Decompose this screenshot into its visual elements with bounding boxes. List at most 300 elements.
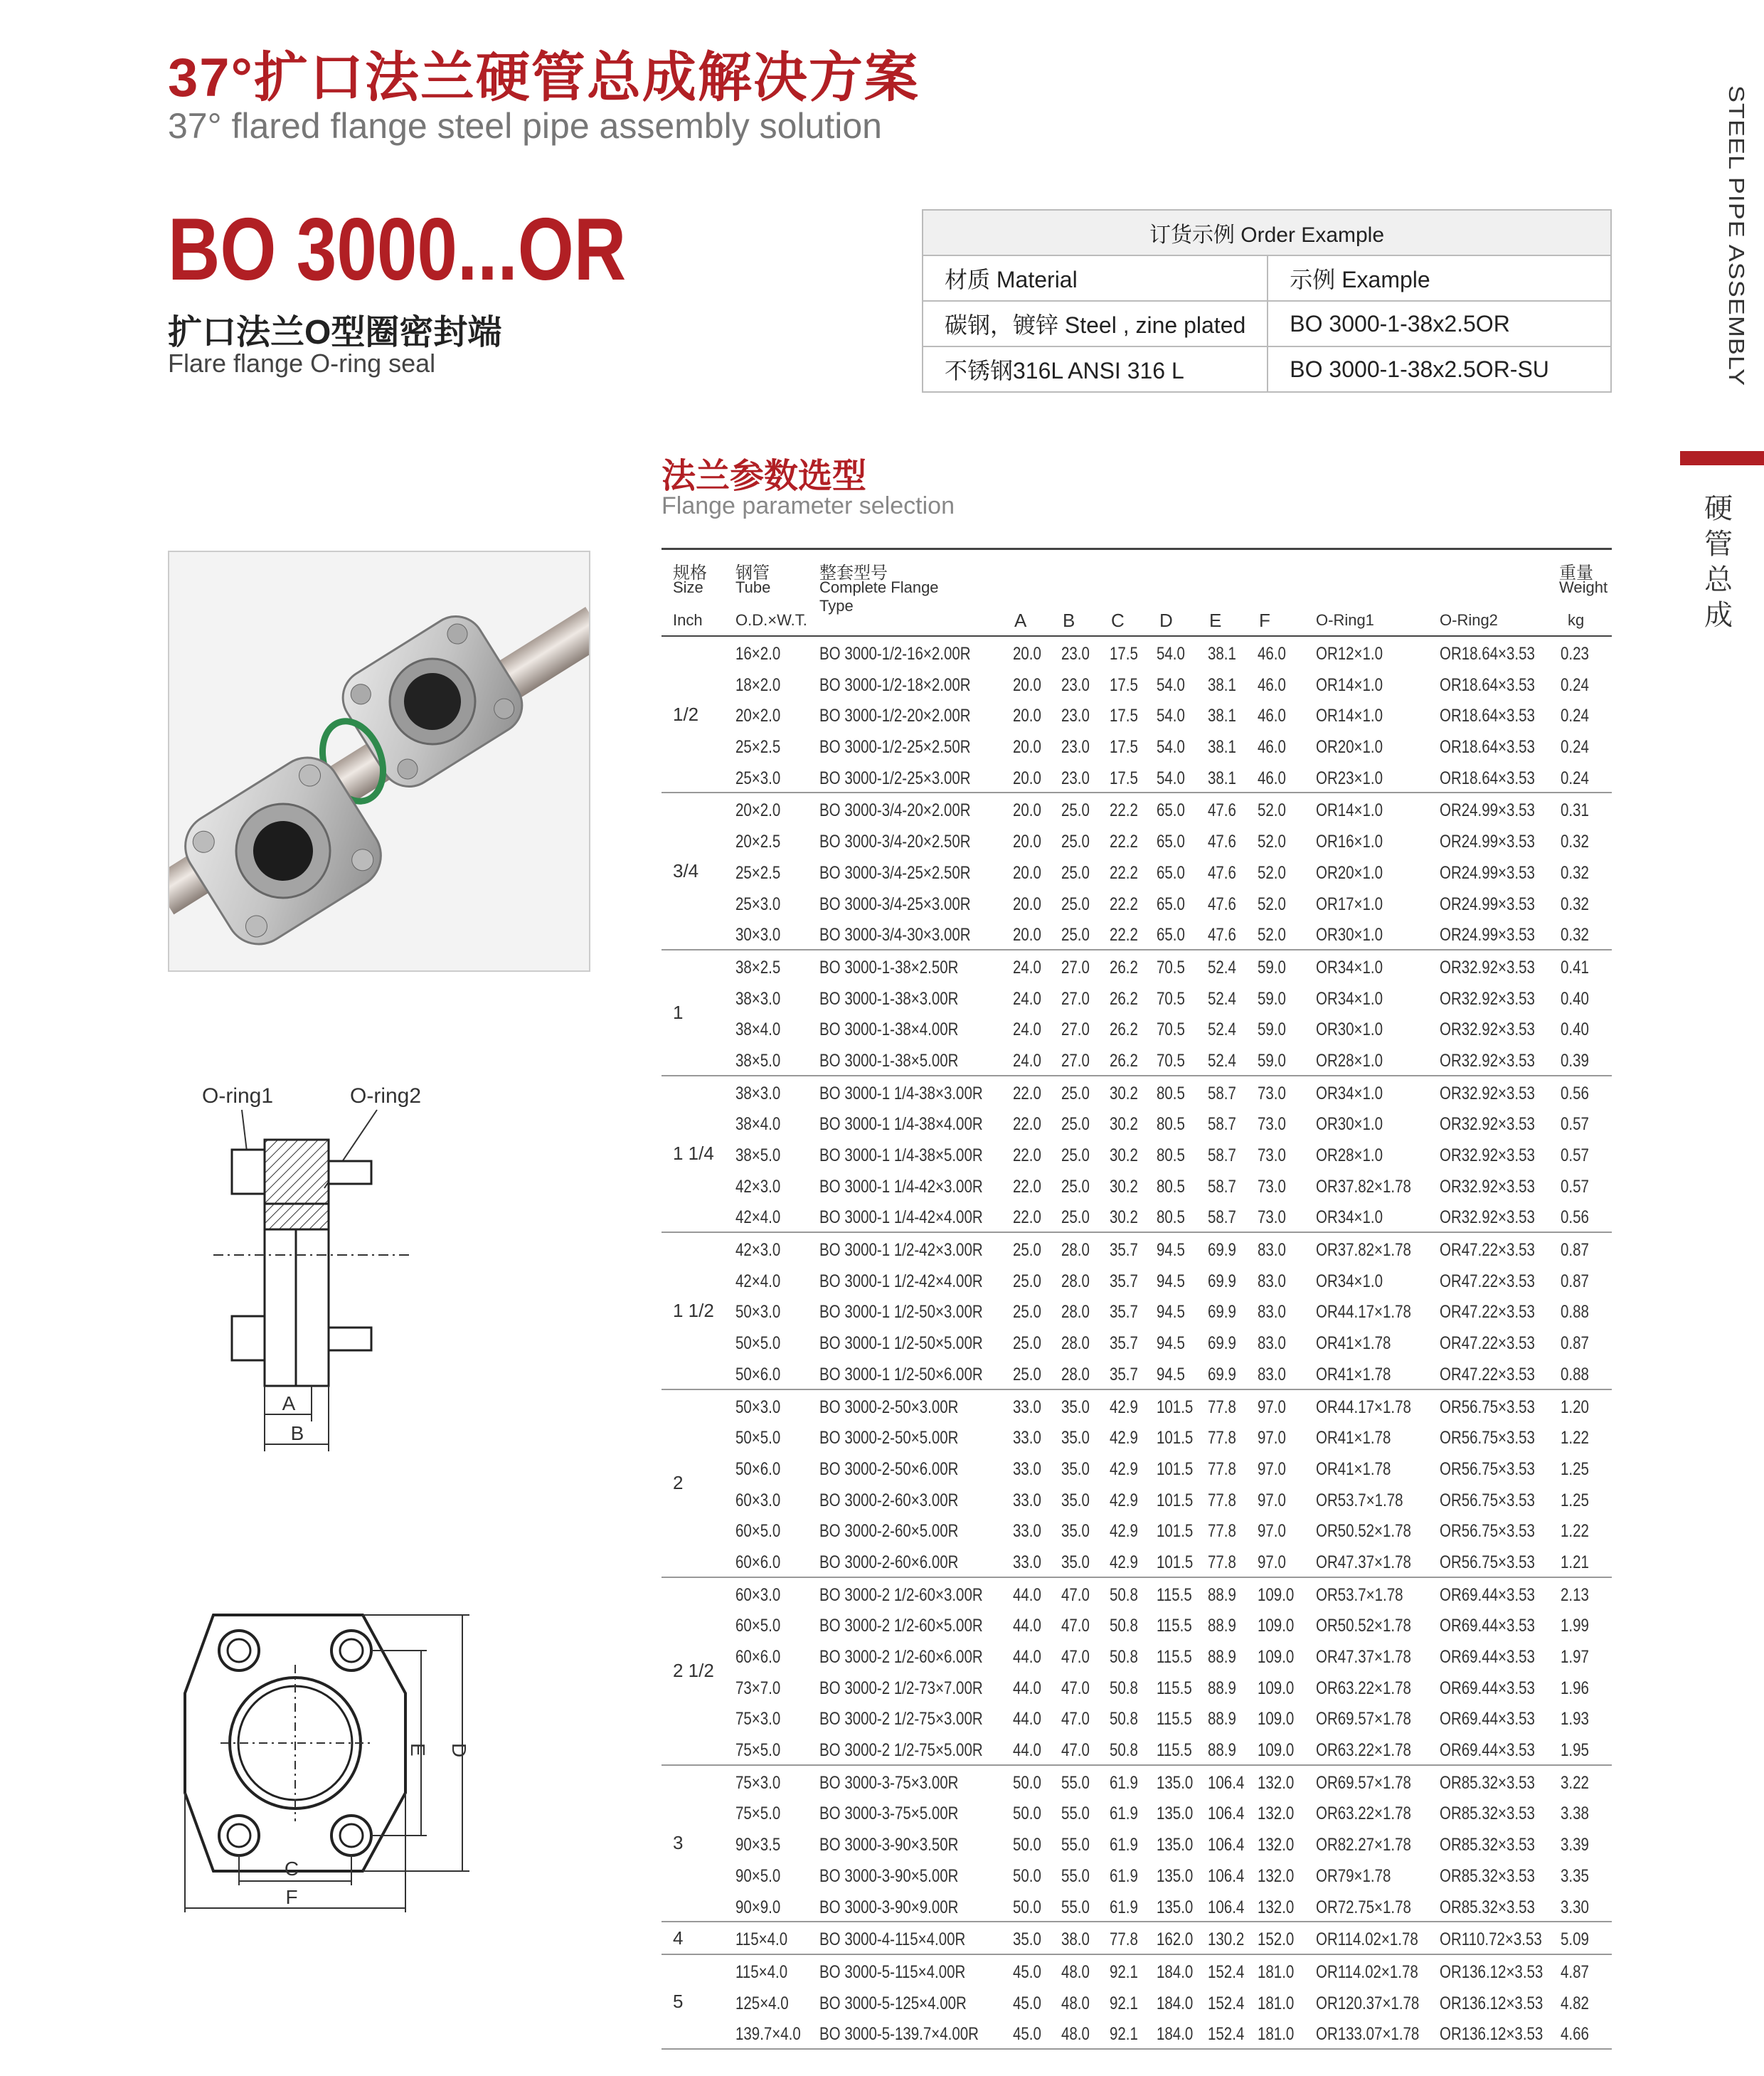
tube-cell: 90×5.0 [735,1865,781,1886]
tube-cell: 38×2.5 [735,957,781,978]
dim-c-cell: 26.2 [1110,1020,1138,1040]
dim-a-cell: 45.0 [1013,2024,1041,2045]
dim-e-cell: 38.1 [1208,644,1236,664]
weight-cell: 0.39 [1561,1050,1589,1071]
oring1-cell: OR17×1.0 [1316,894,1383,914]
dim-c-cell: 92.1 [1110,1993,1138,2013]
dim-e-cell: 77.8 [1208,1458,1236,1479]
tube-cell: 42×4.0 [735,1271,781,1291]
oring1-cell: OR41×1.78 [1316,1333,1391,1354]
oring2-cell: OR69.44×3.53 [1440,1740,1535,1761]
weight-cell: 0.57 [1561,1114,1589,1135]
product-photo [168,551,590,972]
flange-type-cell: BO 3000-2-60×3.00R [819,1490,959,1510]
dim-c-cell: 50.8 [1110,1740,1138,1761]
dim-b-cell: 38.0 [1061,1929,1090,1950]
oring2-cell: OR85.32×3.53 [1440,1804,1535,1824]
dim-f-cell: 83.0 [1258,1271,1286,1291]
dim-d-cell: 101.5 [1157,1458,1194,1479]
dim-b-cell: 25.0 [1061,894,1090,914]
dim-a-cell: 50.0 [1013,1835,1041,1855]
size-group [662,637,1612,793]
col-c: C [1111,610,1125,631]
weight-cell: 0.87 [1561,1240,1589,1261]
dim-e-cell: 69.9 [1208,1271,1236,1291]
dim-b-cell: 55.0 [1061,1865,1090,1886]
dim-f-cell: 59.0 [1258,1020,1286,1040]
col-type-en1: Complete Flange [819,578,939,596]
dim-d-cell: 115.5 [1157,1584,1192,1605]
dim-a-cell: 22.0 [1013,1083,1041,1103]
dim-e-cell: 47.6 [1208,925,1236,946]
flange-type-cell: BO 3000-1/2-25×3.00R [819,768,971,788]
col-oring1: O-Ring1 [1316,611,1374,629]
dim-b-cell: 23.0 [1061,674,1090,695]
weight-cell: 4.87 [1561,1961,1589,1982]
flange-type-cell: BO 3000-1 1/2-50×3.00R [819,1302,983,1323]
order-col-example: 示例 Example [1268,255,1611,301]
weight-cell: 0.87 [1561,1271,1589,1291]
table-row [662,1326,1612,1357]
flange-type-cell: BO 3000-1-38×5.00R [819,1050,959,1071]
oring1-cell: OR20×1.0 [1316,737,1383,758]
tube-cell: 75×5.0 [735,1740,781,1761]
weight-cell: 0.32 [1561,925,1589,946]
dim-f-cell: 83.0 [1258,1364,1286,1384]
dim-b-cell: 25.0 [1061,832,1090,852]
dim-b-cell: 28.0 [1061,1364,1090,1384]
oring1-cell: OR120.37×1.78 [1316,1993,1420,2013]
dim-d-cell: 162.0 [1157,1929,1194,1950]
dim-a-cell: 20.0 [1013,925,1041,946]
dim-a-cell: 50.0 [1013,1865,1041,1886]
table-row [662,950,1612,982]
oring2-cell: OR56.75×3.53 [1440,1521,1535,1542]
dim-e-cell: 69.9 [1208,1364,1236,1384]
size-group [662,1233,1612,1389]
weight-cell: 0.24 [1561,768,1589,788]
oring1-cell: OR14×1.0 [1316,674,1383,695]
size-group [662,1955,1612,2050]
tube-cell: 20×2.0 [735,706,781,726]
dim-f-cell: 83.0 [1258,1302,1286,1323]
dim-c-cell: 61.9 [1110,1835,1138,1855]
tube-cell: 38×5.0 [735,1050,781,1071]
section-title-en: Flange parameter selection [662,492,955,519]
dim-d-cell: 65.0 [1157,800,1185,821]
dim-d-cell: 70.5 [1157,957,1185,978]
flange-type-cell: BO 3000-5-125×4.00R [819,1993,967,2013]
dim-b-cell: 35.0 [1061,1428,1090,1449]
dim-f-cell: 109.0 [1258,1709,1295,1730]
tube-cell: 50×5.0 [735,1428,781,1449]
table-row [662,793,1612,825]
weight-cell: 0.56 [1561,1207,1589,1228]
dim-a-cell: 44.0 [1013,1616,1041,1636]
dim-c-cell: 50.8 [1110,1709,1138,1730]
dim-f-cell: 109.0 [1258,1647,1295,1667]
oring1-cell: OR16×1.0 [1316,832,1383,852]
dim-f-cell: 97.0 [1258,1521,1286,1542]
tube-cell: 42×4.0 [735,1207,781,1228]
oring1-cell: OR69.57×1.78 [1316,1772,1411,1793]
weight-cell: 4.66 [1561,2024,1589,2045]
dim-a-cell: 22.0 [1013,1145,1041,1165]
oring2-cell: OR18.64×3.53 [1440,674,1535,695]
order-example: BO 3000-1-38x2.5OR [1268,301,1611,346]
dim-f-cell: 83.0 [1258,1240,1286,1261]
table-row [662,1578,1612,1609]
dim-a-cell: 25.0 [1013,1271,1041,1291]
weight-cell: 0.88 [1561,1364,1589,1384]
tube-cell: 50×5.0 [735,1333,781,1354]
dim-f-cell: 132.0 [1258,1835,1295,1855]
oring1-cell: OR14×1.0 [1316,706,1383,726]
col-tube-unit: O.D.×W.T. [735,611,807,629]
flange-type-cell: BO 3000-1-38×2.50R [819,957,959,978]
dim-a-cell: 33.0 [1013,1552,1041,1572]
dim-f-cell: 97.0 [1258,1458,1286,1479]
dim-b-cell: 25.0 [1061,1145,1090,1165]
oring1-cell: OR30×1.0 [1316,925,1383,946]
dim-d-cell: 70.5 [1157,988,1185,1009]
dim-d-cell: 184.0 [1157,2024,1194,2045]
dim-c-cell: 92.1 [1110,2024,1138,2045]
dim-f-cell: 97.0 [1258,1397,1286,1417]
tube-cell: 60×3.0 [735,1584,781,1605]
table-row [662,2017,1612,2048]
weight-cell: 3.39 [1561,1835,1589,1855]
dim-d-cell: 94.5 [1157,1240,1185,1261]
dim-c-cell: 35.7 [1110,1364,1138,1384]
oring1-cell: OR50.52×1.78 [1316,1521,1411,1542]
dim-b-cell: 23.0 [1061,706,1090,726]
page-title-en: 37° flared flange steel pipe assembly solution [168,106,882,146]
table-row [662,1295,1612,1326]
dim-a-label: A [282,1392,296,1414]
dim-f-cell: 73.0 [1258,1207,1286,1228]
dim-a-cell: 45.0 [1013,1993,1041,2013]
tube-cell: 38×3.0 [735,1083,781,1103]
col-weight-unit: kg [1568,611,1585,629]
weight-cell: 1.96 [1561,1678,1589,1698]
dim-c-cell: 17.5 [1110,737,1138,758]
size-group [662,1390,1612,1578]
dim-d-cell: 54.0 [1157,644,1185,664]
weight-cell: 2.13 [1561,1584,1589,1605]
table-row [662,1609,1612,1640]
dim-c-cell: 35.7 [1110,1333,1138,1354]
dim-e-cell: 69.9 [1208,1240,1236,1261]
dim-b-cell: 47.0 [1061,1678,1090,1698]
dim-e-cell: 52.4 [1208,1020,1236,1040]
size-cell: 1 1/2 [673,1299,714,1321]
dim-a-cell: 20.0 [1013,832,1041,852]
flange-type-cell: BO 3000-2 1/2-73×7.00R [819,1678,983,1698]
size-group [662,793,1612,950]
dim-a-cell: 45.0 [1013,1961,1041,1982]
dim-d-cell: 80.5 [1157,1145,1185,1165]
dim-e-cell: 88.9 [1208,1740,1236,1761]
dim-f-cell: 52.0 [1258,894,1286,914]
dim-e-cell: 77.8 [1208,1552,1236,1572]
flange-type-cell: BO 3000-3-90×3.50R [819,1835,959,1855]
dim-c-cell: 30.2 [1110,1176,1138,1197]
oring1-cell: OR53.7×1.78 [1316,1490,1403,1510]
dim-d-cell: 135.0 [1157,1897,1194,1917]
tube-cell: 30×3.0 [735,925,781,946]
dim-d-cell: 184.0 [1157,1993,1194,2013]
weight-cell: 0.87 [1561,1333,1589,1354]
tube-cell: 25×3.0 [735,894,781,914]
size-group [662,1076,1612,1233]
dim-e-cell: 38.1 [1208,706,1236,726]
dim-c-cell: 42.9 [1110,1458,1138,1479]
size-cell: 2 1/2 [673,1660,714,1682]
oring2-cell: OR56.75×3.53 [1440,1458,1535,1479]
dim-f-cell: 181.0 [1258,1993,1295,2013]
flange-type-cell: BO 3000-3/4-25×2.50R [819,862,971,883]
dim-d-cell: 101.5 [1157,1428,1194,1449]
dim-d-cell: 135.0 [1157,1835,1194,1855]
tube-cell: 50×3.0 [735,1302,781,1323]
dim-c-label: C [284,1858,299,1880]
order-example-table [922,209,1612,393]
dim-b-cell: 55.0 [1061,1897,1090,1917]
col-size-en: Size [673,578,703,596]
dim-f-cell: 109.0 [1258,1678,1295,1698]
dim-a-cell: 50.0 [1013,1772,1041,1793]
flange-type-cell: BO 3000-3-90×5.00R [819,1865,959,1886]
weight-cell: 1.22 [1561,1521,1589,1542]
table-row [662,1890,1612,1922]
col-size-unit: Inch [673,611,703,629]
oring2-cell: OR32.92×3.53 [1440,1050,1535,1071]
tube-cell: 75×3.0 [735,1709,781,1730]
dim-a-cell: 22.0 [1013,1207,1041,1228]
dim-e-cell: 130.2 [1208,1929,1245,1950]
oring2-cell: OR69.44×3.53 [1440,1584,1535,1605]
weight-cell: 1.95 [1561,1740,1589,1761]
dim-c-cell: 35.7 [1110,1271,1138,1291]
flange-type-cell: BO 3000-1 1/4-38×3.00R [819,1083,983,1103]
oring2-cell: OR85.32×3.53 [1440,1835,1535,1855]
oring2-cell: OR32.92×3.53 [1440,1020,1535,1040]
col-tube-cn: 钢管 [735,563,770,583]
dim-d-cell: 101.5 [1157,1490,1194,1510]
size-cell: 2 [673,1472,684,1494]
oring2-cell: OR56.75×3.53 [1440,1490,1535,1510]
oring2-cell: OR24.99×3.53 [1440,925,1535,946]
dim-a-cell: 50.0 [1013,1897,1041,1917]
dim-a-cell: 22.0 [1013,1176,1041,1197]
dim-c-cell: 61.9 [1110,1772,1138,1793]
flange-type-cell: BO 3000-1-38×4.00R [819,1020,959,1040]
table-row [662,1859,1612,1890]
dim-d-cell: 135.0 [1157,1772,1194,1793]
dim-f-cell: 73.0 [1258,1145,1286,1165]
dim-f-cell: 46.0 [1258,737,1286,758]
oring1-cell: OR133.07×1.78 [1316,2024,1420,2045]
tube-cell: 90×9.0 [735,1897,781,1917]
flange-type-cell: BO 3000-1/2-16×2.00R [819,644,971,664]
col-oring2: O-Ring2 [1440,611,1498,629]
dim-f-cell: 97.0 [1258,1490,1286,1510]
col-size-cn: 规格 [673,563,707,583]
dim-a-cell: 33.0 [1013,1428,1041,1449]
col-b: B [1063,610,1075,631]
dim-b-cell: 23.0 [1061,737,1090,758]
dim-f-cell: 152.0 [1258,1929,1295,1950]
tube-cell: 115×4.0 [735,1929,788,1950]
dim-d-cell: 80.5 [1157,1207,1185,1228]
dim-e-cell: 52.4 [1208,988,1236,1009]
dim-b-cell: 48.0 [1061,2024,1090,2045]
oring1-cell: OR79×1.78 [1316,1865,1391,1886]
dim-d-cell: 65.0 [1157,894,1185,914]
dim-f-cell: 59.0 [1258,957,1286,978]
oring1-cell: OR63.22×1.78 [1316,1740,1411,1761]
flange-type-cell: BO 3000-1 1/2-50×6.00R [819,1364,983,1384]
dim-c-cell: 50.8 [1110,1678,1138,1698]
size-cell: 5 [673,1990,684,2012]
oring2-cell: OR69.44×3.53 [1440,1678,1535,1698]
col-a: A [1014,610,1027,631]
dim-b-cell: 27.0 [1061,1020,1090,1040]
dim-f-cell: 181.0 [1258,1961,1295,1982]
dim-b-cell: 55.0 [1061,1772,1090,1793]
dim-c-cell: 22.2 [1110,862,1138,883]
dim-d-cell: 65.0 [1157,925,1185,946]
weight-cell: 1.25 [1561,1490,1589,1510]
flange-type-cell: BO 3000-1 1/2-42×3.00R [819,1240,983,1261]
dim-a-cell: 22.0 [1013,1114,1041,1135]
dim-b-cell: 35.0 [1061,1458,1090,1479]
dim-e-cell: 106.4 [1208,1804,1245,1824]
size-cell: 3/4 [673,860,699,882]
dim-e-cell: 77.8 [1208,1521,1236,1542]
dim-b-cell: 25.0 [1061,1176,1090,1197]
oring2-cell: OR56.75×3.53 [1440,1552,1535,1572]
dim-b-cell: 23.0 [1061,768,1090,788]
flange-type-cell: BO 3000-2 1/2-60×6.00R [819,1647,983,1667]
oring1-cell: OR69.57×1.78 [1316,1709,1411,1730]
dim-e-cell: 52.4 [1208,1050,1236,1071]
tube-cell: 50×6.0 [735,1458,781,1479]
dim-e-cell: 88.9 [1208,1709,1236,1730]
dim-f-cell: 73.0 [1258,1176,1286,1197]
dim-f-cell: 73.0 [1258,1083,1286,1103]
dim-a-cell: 24.0 [1013,1050,1041,1071]
tube-cell: 75×3.0 [735,1772,781,1793]
col-f: F [1259,610,1270,631]
dim-e-cell: 47.6 [1208,894,1236,914]
oring1-cell: OR47.37×1.78 [1316,1552,1411,1572]
dim-c-cell: 26.2 [1110,988,1138,1009]
weight-cell: 0.32 [1561,862,1589,883]
dim-c-cell: 77.8 [1110,1929,1138,1950]
dim-e-label: E [407,1743,429,1757]
oring2-cell: OR69.44×3.53 [1440,1616,1535,1636]
dim-e-cell: 47.6 [1208,862,1236,883]
col-type-en2: Type [819,597,854,615]
oring1-cell: OR14×1.0 [1316,800,1383,821]
dim-c-cell: 26.2 [1110,1050,1138,1071]
dim-a-cell: 35.0 [1013,1929,1041,1950]
oring2-cell: OR47.22×3.53 [1440,1240,1535,1261]
oring2-cell: OR47.22×3.53 [1440,1333,1535,1354]
flange-type-cell: BO 3000-2 1/2-60×3.00R [819,1584,983,1605]
dim-f-cell: 59.0 [1258,988,1286,1009]
dim-e-cell: 69.9 [1208,1302,1236,1323]
table-body [662,637,1612,2050]
flange-type-cell: BO 3000-3-90×9.00R [819,1897,959,1917]
dim-d-cell: 115.5 [1157,1740,1192,1761]
dim-f-cell: 132.0 [1258,1804,1295,1824]
oring1-cell: OR114.02×1.78 [1316,1929,1418,1950]
dim-d-cell: 101.5 [1157,1397,1194,1417]
tube-cell: 50×6.0 [735,1364,781,1384]
dim-a-cell: 44.0 [1013,1740,1041,1761]
oring2-cell: OR24.99×3.53 [1440,862,1535,883]
weight-cell: 1.22 [1561,1428,1589,1449]
dim-a-cell: 25.0 [1013,1364,1041,1384]
col-tube-en: Tube [735,578,771,596]
table-row [662,1766,1612,1797]
subtitle-en: Flare flange O-ring seal [168,349,436,378]
oring2-cell: OR32.92×3.53 [1440,1114,1535,1135]
flange-type-cell: BO 3000-5-139.7×4.00R [819,2024,979,2045]
tube-cell: 139.7×4.0 [735,2024,801,2045]
oring2-cell: OR136.12×3.53 [1440,1993,1544,2013]
dim-e-cell: 58.7 [1208,1145,1236,1165]
dim-f-cell: 132.0 [1258,1897,1295,1917]
table-row [662,1702,1612,1733]
oring2-cell: OR85.32×3.53 [1440,1865,1535,1886]
dim-b-cell: 28.0 [1061,1271,1090,1291]
tube-cell: 42×3.0 [735,1176,781,1197]
model-title: BO 3000...OR [168,201,627,299]
dim-e-cell: 77.8 [1208,1428,1236,1449]
oring1-cell: OR34×1.0 [1316,957,1383,978]
dim-f-cell: 52.0 [1258,925,1286,946]
oring1-cell: OR37.82×1.78 [1316,1240,1411,1261]
dim-a-cell: 24.0 [1013,957,1041,978]
weight-cell: 1.99 [1561,1616,1589,1636]
dim-b-label: B [290,1422,304,1444]
dim-c-cell: 22.2 [1110,800,1138,821]
tube-cell: 25×2.5 [735,862,781,883]
oring2-cell: OR24.99×3.53 [1440,800,1535,821]
dim-d-cell: 115.5 [1157,1678,1192,1698]
dim-a-cell: 44.0 [1013,1584,1041,1605]
dim-a-cell: 20.0 [1013,644,1041,664]
dim-d-cell: 70.5 [1157,1020,1185,1040]
dim-a-cell: 20.0 [1013,800,1041,821]
dim-b-cell: 27.0 [1061,988,1090,1009]
tube-cell: 75×5.0 [735,1804,781,1824]
size-cell: 1 [673,1001,684,1023]
table-row [662,1390,1612,1421]
dim-f-cell: 109.0 [1258,1740,1295,1761]
dim-e-cell: 38.1 [1208,737,1236,758]
size-cell: 1 1/4 [673,1143,714,1165]
oring2-cell: OR56.75×3.53 [1440,1428,1535,1449]
flange-type-cell: BO 3000-1 1/4-42×3.00R [819,1176,983,1197]
dim-c-cell: 17.5 [1110,674,1138,695]
dim-a-cell: 33.0 [1013,1458,1041,1479]
dim-b-cell: 35.0 [1061,1397,1090,1417]
